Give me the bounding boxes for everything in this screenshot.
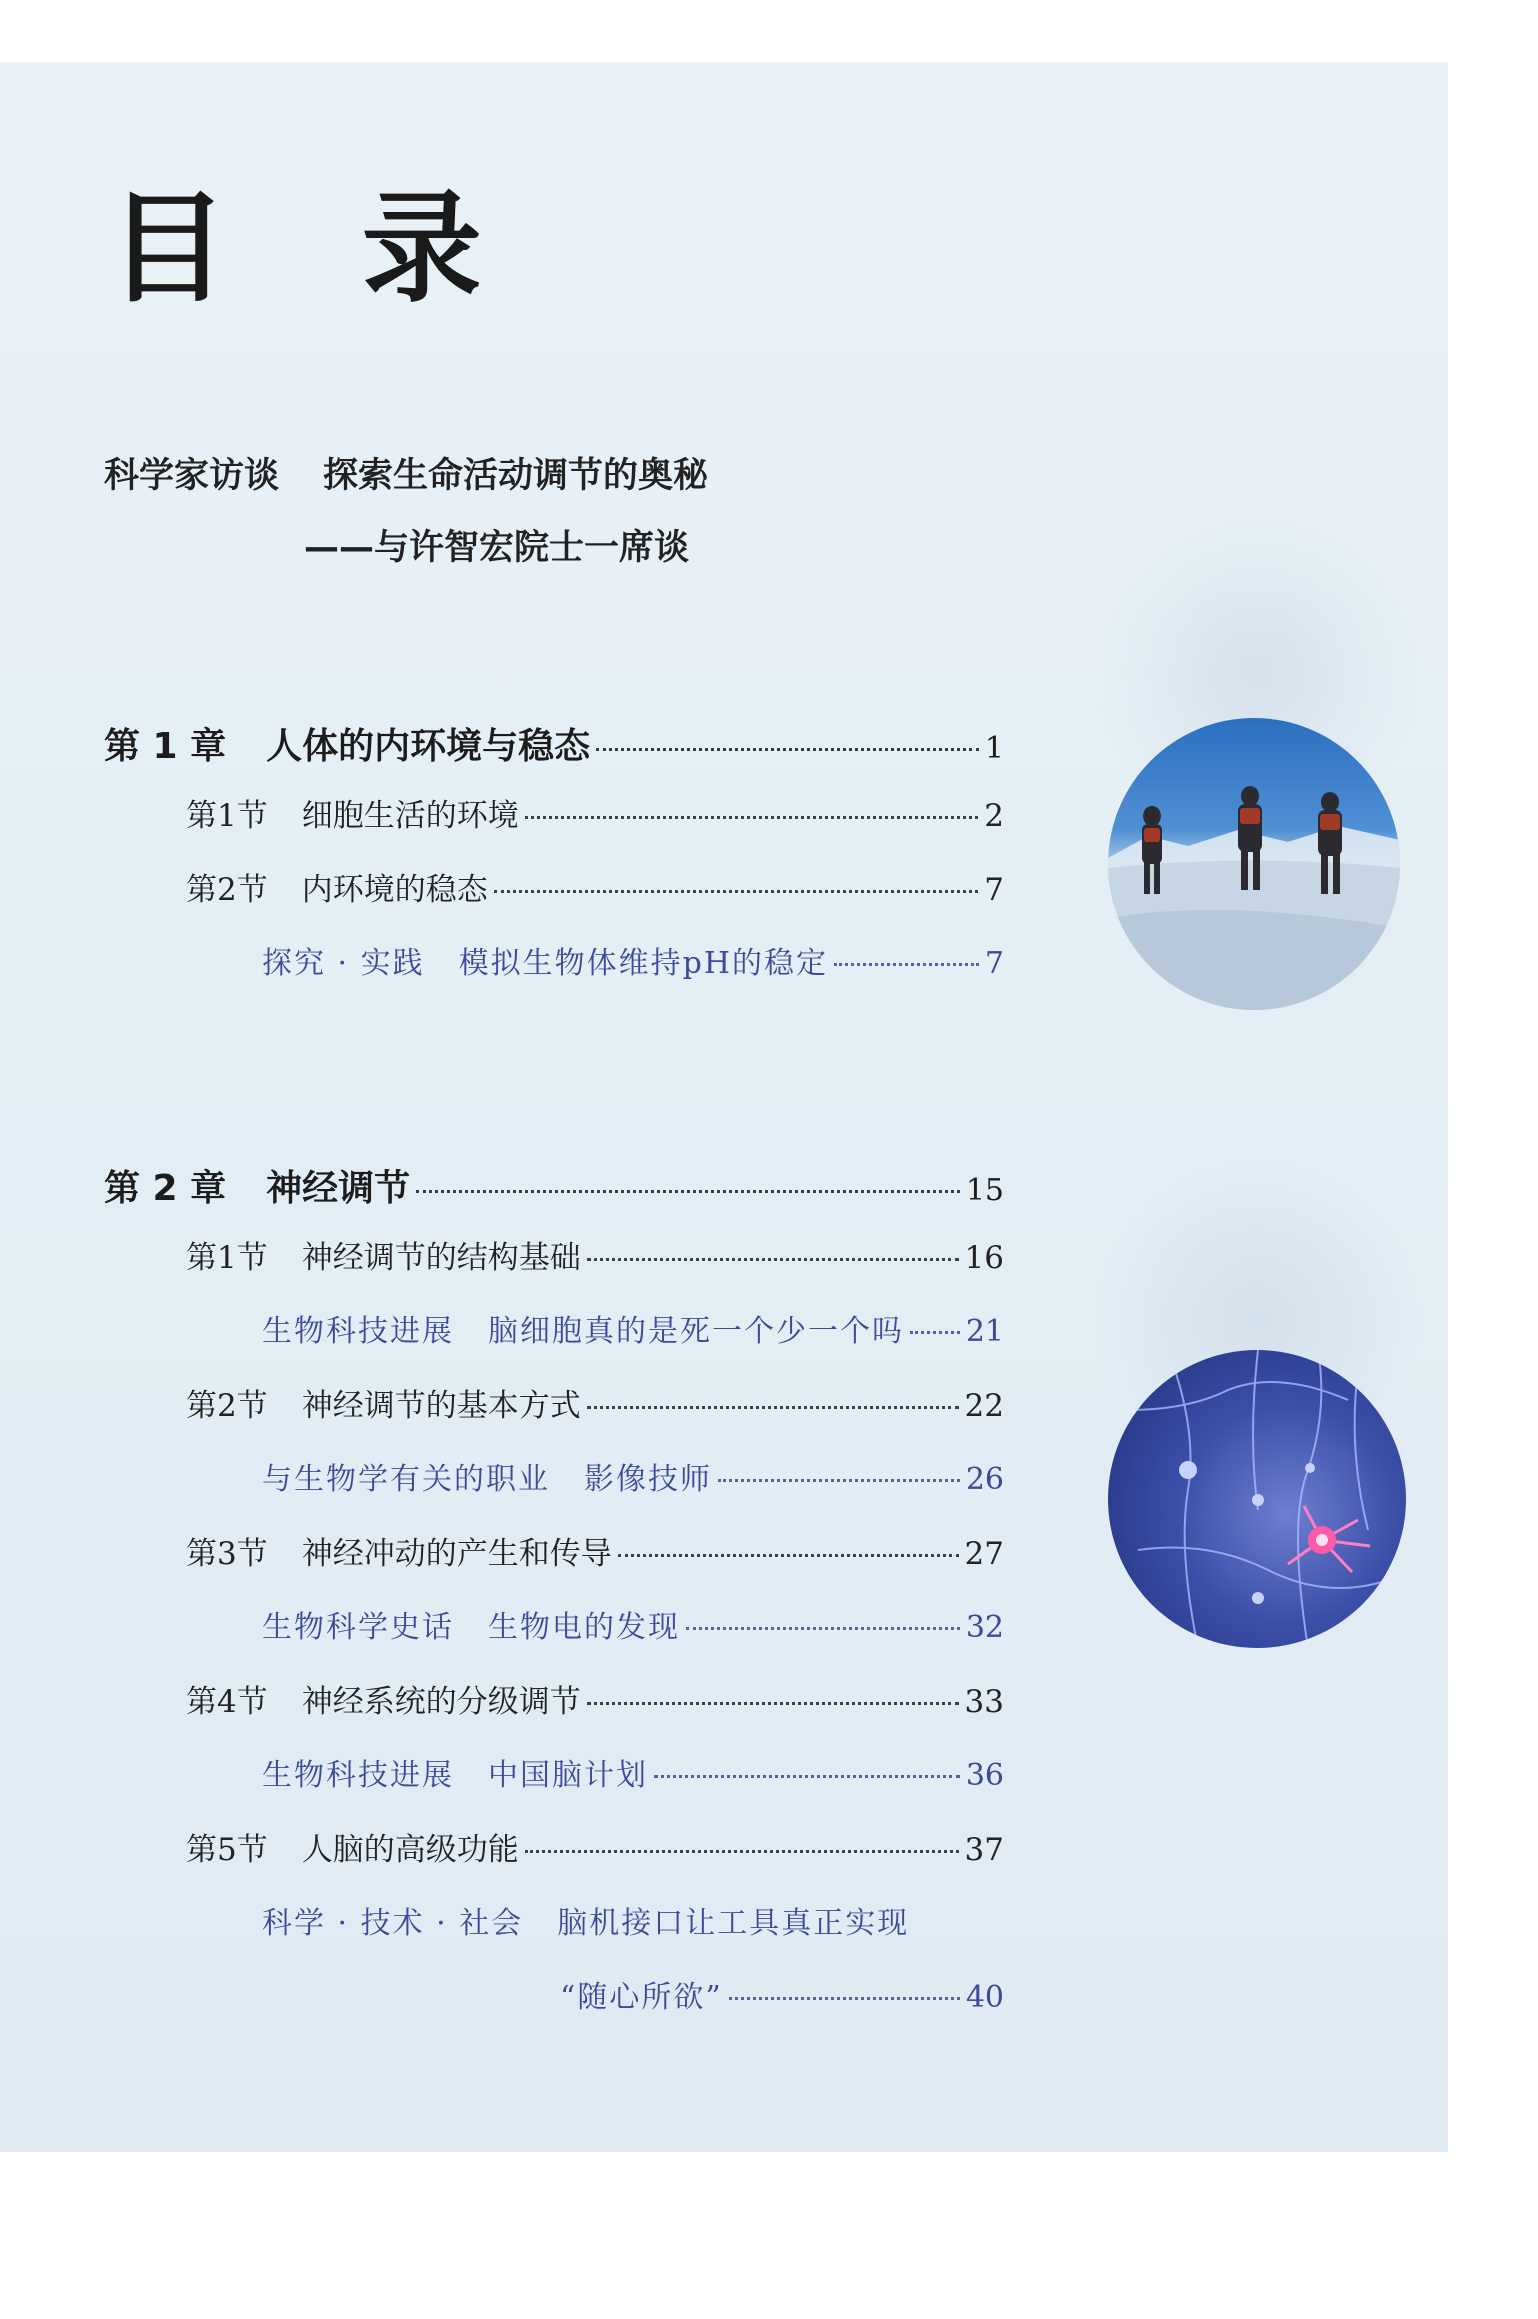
- scientist-interview[interactable]: [104, 448, 708, 570]
- toc-feature-continued[interactable]: [560, 1972, 1004, 2016]
- page-number: 7: [984, 872, 1004, 908]
- chapter-label: 第 1 章: [104, 726, 227, 767]
- toc-section[interactable]: [186, 1824, 1004, 1869]
- feature-title: 影像技师: [584, 1462, 712, 1497]
- toc-feature[interactable]: [262, 938, 1004, 982]
- dot-leader: [618, 1554, 959, 1557]
- section-title: 人脑的高级功能: [301, 1832, 519, 1868]
- dot-leader: [587, 1258, 959, 1261]
- toc-feature[interactable]: [262, 1454, 1004, 1498]
- toc-section[interactable]: [186, 1380, 1004, 1425]
- neuron-graphic: [1108, 1350, 1406, 1648]
- dot-leader: [596, 748, 979, 751]
- hikers-on-snowfield-photo: [1108, 718, 1400, 1010]
- section-label: 第2节: [186, 1388, 268, 1424]
- feature-title: 中国脑计划: [488, 1758, 648, 1793]
- section-label: 第4节: [186, 1684, 268, 1720]
- page-number: 36: [965, 1758, 1004, 1793]
- dot-leader: [654, 1775, 960, 1778]
- toc-chapter-1[interactable]: [104, 718, 1004, 769]
- interview-subtitle: ——与许智宏院士一席谈: [304, 528, 690, 568]
- page-number: 21: [965, 1314, 1004, 1349]
- dot-leader: [910, 1331, 960, 1334]
- toc-feature[interactable]: [262, 1602, 1004, 1646]
- dot-leader: [587, 1702, 959, 1705]
- interview-label: 科学家访谈: [104, 456, 280, 496]
- page-number: 2: [984, 798, 1004, 834]
- page-number: 37: [964, 1832, 1004, 1868]
- section-label: 第3节: [186, 1536, 268, 1572]
- toc-section[interactable]: [186, 1676, 1004, 1721]
- toc-feature[interactable]: [262, 1306, 1004, 1350]
- dot-leader: [729, 1997, 960, 2000]
- page-number: 33: [964, 1684, 1004, 1720]
- chapter-title: 人体的内环境与稳态: [266, 726, 591, 767]
- section-title: 神经调节的结构基础: [301, 1240, 581, 1276]
- neuron-network-illustration: [1108, 1350, 1406, 1648]
- page-title: 目 录: [108, 180, 528, 319]
- toc-section[interactable]: [186, 864, 1004, 909]
- section-title: 内环境的稳态: [301, 872, 488, 908]
- chapter-label: 第 2 章: [104, 1168, 227, 1209]
- page-number: 16: [964, 1240, 1004, 1276]
- section-label: 第2节: [186, 872, 268, 908]
- feature-label: 生物科技进展: [262, 1314, 454, 1349]
- feature-label: 生物科技进展: [262, 1758, 454, 1793]
- section-label: 第1节: [186, 798, 268, 834]
- dot-leader: [587, 1406, 959, 1409]
- feature-label: 与生物学有关的职业: [262, 1462, 550, 1497]
- section-title: 细胞生活的环境: [301, 798, 519, 834]
- dot-leader: [416, 1190, 960, 1193]
- feature-label: 探究 · 实践: [262, 946, 425, 981]
- toc-chapter-2[interactable]: [104, 1160, 1004, 1211]
- section-title: 神经调节的基本方式: [301, 1388, 581, 1424]
- toc-section[interactable]: [186, 1232, 1004, 1277]
- feature-title: 生物电的发现: [488, 1610, 680, 1645]
- hikers-illustration: [1108, 718, 1400, 1010]
- toc-feature[interactable]: [262, 1750, 1004, 1794]
- toc-feature[interactable]: [262, 1898, 909, 1942]
- feature-title-continued: “随心所欲”: [560, 1980, 723, 2015]
- page-number: 32: [965, 1610, 1004, 1645]
- dot-leader: [525, 816, 979, 819]
- page-number: 22: [964, 1388, 1004, 1424]
- dot-leader: [686, 1627, 960, 1630]
- feature-title: 脑机接口让工具真正实现: [557, 1906, 910, 1941]
- dot-leader: [525, 1850, 959, 1853]
- page-number: 7: [984, 946, 1004, 981]
- section-title: 神经冲动的产生和传导: [301, 1536, 612, 1572]
- chapter-title: 神经调节: [266, 1168, 411, 1209]
- interview-title: 探索生命活动调节的奥秘: [323, 456, 709, 496]
- dot-leader: [834, 963, 979, 966]
- dot-leader: [494, 890, 979, 893]
- feature-title: 模拟生物体维持pH的稳定: [458, 946, 828, 981]
- page-number: 27: [964, 1536, 1004, 1572]
- toc-section[interactable]: [186, 790, 1004, 835]
- section-title: 神经系统的分级调节: [301, 1684, 581, 1720]
- feature-title: 脑细胞真的是死一个少一个吗: [488, 1314, 904, 1349]
- section-label: 第1节: [186, 1240, 268, 1276]
- page-number: 40: [965, 1980, 1004, 2015]
- feature-label: 生物科学史话: [262, 1610, 454, 1645]
- page-number: 15: [965, 1173, 1004, 1208]
- feature-label: 科学 · 技术 · 社会: [262, 1906, 524, 1941]
- dot-leader: [718, 1479, 960, 1482]
- section-label: 第5节: [186, 1832, 268, 1868]
- page-number: 1: [984, 731, 1004, 766]
- toc-section[interactable]: [186, 1528, 1004, 1573]
- page-number: 26: [965, 1462, 1004, 1497]
